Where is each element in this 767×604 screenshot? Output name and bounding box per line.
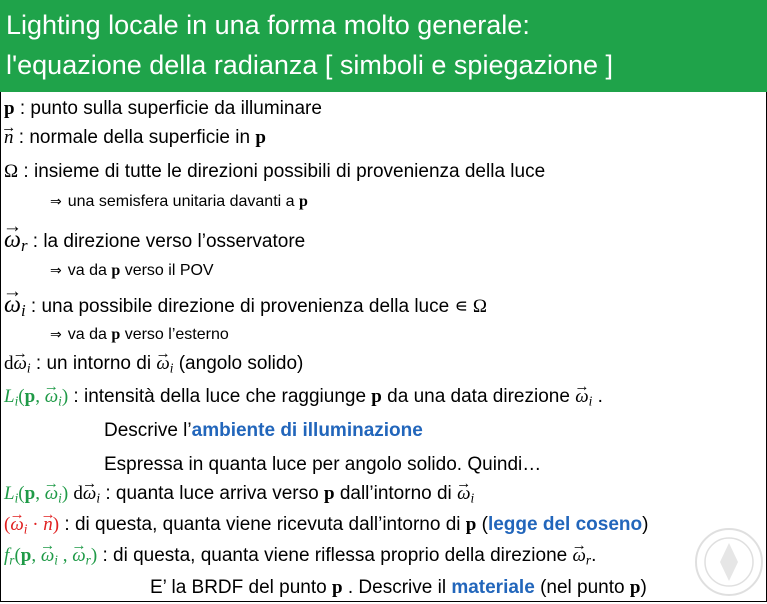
omega-r-sub-b: verso il POV xyxy=(124,262,214,279)
Li-desc-highlight: ambiente di illuminazione xyxy=(191,420,423,441)
fr-desc-a: E’ la BRDF del punto xyxy=(150,577,327,598)
cosine-law-highlight: legge del coseno xyxy=(487,514,643,535)
Li-def-b: da una data direzione xyxy=(387,386,570,407)
omega-i-sub-b: verso l’esterno xyxy=(124,326,229,343)
symbol-p: p xyxy=(255,127,266,148)
double-right-arrow-icon: ⇒ xyxy=(50,327,62,343)
fr-a: di questa, quanta viene riflessa proprio della direzione xyxy=(113,545,568,566)
Li-domega-a: quanta luce arriva verso xyxy=(115,483,319,504)
symbol-p: p xyxy=(465,514,477,535)
line-Li-domega: $L_i(p$, → $\omega_i$) $d\to \omega_i$ : quanta luce arriva verso p dall’intorno di → $\omega_i$ xyxy=(4,483,474,506)
omega-r-definition: la direzione verso l’osservatore xyxy=(43,231,306,252)
line-omega-r-sub xyxy=(50,262,214,280)
title-line-2: l'equazione della radianza [ simboli e spiegazione ] xyxy=(6,50,614,80)
symbol-d-omega-i: $d\to \omega_i$ xyxy=(73,483,100,504)
title-line-1: Lighting locale in una forma molto generale: xyxy=(6,10,530,40)
p-definition: punto sulla superficie da illuminare xyxy=(30,98,322,119)
symbol-p: p xyxy=(111,262,121,279)
symbol-omega: Ω xyxy=(4,161,19,182)
symbol-n-vec: → n xyxy=(4,127,14,149)
material-highlight: materiale xyxy=(451,577,535,598)
omega-i-sub-a: va da xyxy=(67,326,107,343)
d-omega-i-def-a: un intorno di xyxy=(46,353,152,374)
symbol-cosine-term: (→ $\omega_i$ · → n) xyxy=(4,514,59,535)
line-Li-desc xyxy=(104,420,423,442)
symbol-p: p xyxy=(323,483,335,504)
line-n: → n : normale della superficie in p xyxy=(4,127,266,149)
line-omega-i: → $\omega_i$ : una possibile direzione di provenienza della luce ∊ Ω xyxy=(4,292,487,321)
omega-i-definition: una possibile direzione di provenienza della luce xyxy=(41,296,450,317)
symbol-p: p xyxy=(111,326,121,343)
symbol-p: p xyxy=(332,577,343,598)
line-omega-r: → $\omega_r$ : la direzione verso l’osservatore xyxy=(4,227,305,256)
Li-expr: Espressa in quanta luce per angolo solido. Quindi… xyxy=(104,454,542,475)
Li-desc-a: Descrive l’ xyxy=(104,420,192,441)
university-seal-icon xyxy=(694,527,764,597)
Li-def-a: intensità della luce che raggiunge xyxy=(83,386,367,407)
title-bar xyxy=(0,0,767,92)
omega-sub-text: una semisfera unitaria davanti a xyxy=(67,193,295,210)
line-omega: Ω : insieme di tutte le direzioni possibili di provenienza della luce xyxy=(4,161,546,182)
line-p: p : punto sulla superficie da illuminare xyxy=(4,98,322,119)
line-d-omega-i: $d\to \omega_i$ : un intorno di → $\omega_i$ (angolo solido) xyxy=(4,353,303,376)
fr-desc-b: . Descrive il xyxy=(347,577,447,598)
line-fr-desc: E’ la BRDF del punto p . Descrive il materiale (nel punto p) xyxy=(150,577,647,598)
double-right-arrow-icon: ⇒ xyxy=(50,263,62,279)
symbol-Li: $L_i(p$, → $\omega_i$) xyxy=(4,386,68,407)
omega-definition: insieme di tutte le direzioni possibili di provenienza della luce xyxy=(33,161,546,182)
line-omega-sub xyxy=(50,193,308,211)
symbol-omega-i: → $\omega_i$ xyxy=(457,483,474,504)
symbol-Li: $L_i(p$, → $\omega_i$) xyxy=(4,483,68,504)
symbol-in-omega: ∊ Ω xyxy=(454,296,487,317)
symbol-omega-i: → $\omega_i$ xyxy=(156,353,173,374)
symbol-omega-r: → $\omega_r$ xyxy=(4,227,27,253)
symbol-omega-i: → $\omega_i$ xyxy=(4,292,26,318)
symbol-p: p xyxy=(298,193,308,210)
symbol-d-omega-i: $d\to \omega_i$ xyxy=(4,353,31,374)
symbol-p: p xyxy=(4,98,15,119)
cosine-a: di questa, quanta viene ricevuta dall’intorno di xyxy=(74,514,461,535)
symbol-omega-i: → $\omega_i$ xyxy=(575,386,592,407)
Li-domega-b: dall’intorno di xyxy=(339,483,452,504)
line-Li-expr xyxy=(104,454,541,476)
symbol-omega-r: → $\omega_r$ xyxy=(573,545,592,566)
omega-r-sub-a: va da xyxy=(67,262,107,279)
symbol-fr: $f_r(p$, → $\omega_i$ , → $\omega_r$) xyxy=(4,545,97,566)
line-fr: $f_r(p$, → $\omega_i$ , → $\omega_r$) : di questa, quanta viene riflessa proprio della direzione → $\omega_r$. xyxy=(4,545,596,568)
double-right-arrow-icon: ⇒ xyxy=(50,194,62,210)
symbol-p: p xyxy=(371,386,382,407)
line-Li: $L_i(p$, → $\omega_i$) : intensità della luce che raggiunge p da una data direzione → $\omega_i$ . xyxy=(4,386,603,409)
line-cosine: (→ $\omega_i$ · → n) : di questa, quanta viene ricevuta dall’intorno di p (legge del coseno) xyxy=(4,514,648,537)
fr-desc-d: (nel punto xyxy=(540,577,625,598)
line-omega-i-sub xyxy=(50,326,229,344)
symbol-p: p xyxy=(629,577,641,598)
d-omega-i-def-b: (angolo solido) xyxy=(178,353,304,374)
n-definition: normale della superficie in xyxy=(29,127,251,148)
